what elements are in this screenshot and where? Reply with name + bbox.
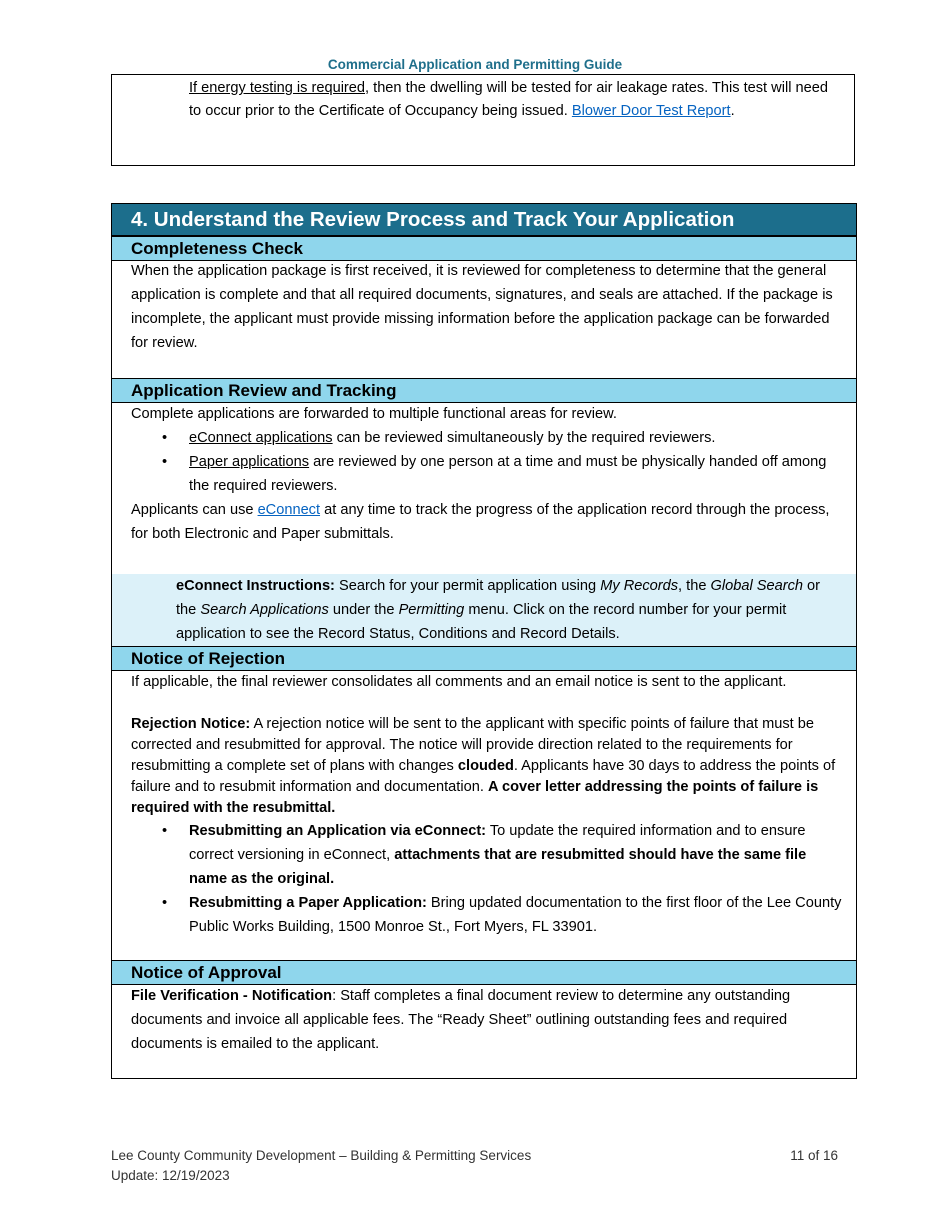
file-verification-label: File Verification - Notification: [131, 988, 333, 1004]
search-applications-term: Search Applications: [200, 602, 329, 618]
list-item: [131, 891, 846, 939]
notice-of-approval-heading: Notice of Approval: [112, 960, 856, 985]
my-records-term: My Records: [600, 578, 679, 594]
tracking-text-pre: Applicants can use: [131, 502, 258, 518]
footer-update-date: Update: 12/19/2023: [111, 1168, 230, 1183]
bullet-text: To update the required information and to ensure correct versioning in eConnect,: [189, 823, 806, 863]
tracking-paragraph: [131, 498, 846, 546]
approval-text: : Staff completes a final document review to determine any outstanding documents and invoice all applicable fees. The “Ready Sheet” outlining outstanding fees and required documents is emailed to the applicant.: [131, 988, 791, 1052]
econnect-link[interactable]: eConnect: [257, 502, 321, 518]
resubmit-bullet-list: [131, 819, 846, 939]
notice-of-rejection-content: [131, 670, 846, 939]
econnect-instructions-label: eConnect Instructions:: [176, 578, 335, 594]
same-file-name-note: attachments that are resubmitted should have the same file name as the original.: [189, 847, 807, 887]
econnect-applications-label: eConnect applications: [189, 430, 333, 446]
completeness-check-paragraph: When the application package is first received, it is reviewed for completeness to determine that the general application is complete and that all required documents, signatures, and seals are attached. If the package is incomplete, the applicant must provide missing information before the application package can be forwarded for review.: [131, 263, 833, 351]
rejection-notice-label: Rejection Notice:: [131, 716, 251, 732]
resubmit-econnect-label: Resubmitting an Application via eConnect:: [189, 823, 487, 839]
page-number: 11 of 16: [790, 1148, 838, 1163]
energy-testing-end: .: [730, 102, 735, 119]
list-item: [131, 426, 846, 450]
global-search-term: Global Search: [710, 578, 803, 594]
list-item: [131, 819, 846, 891]
completeness-check-heading: Completeness Check: [112, 236, 856, 261]
cover-letter-requirement: A cover letter addressing the points of failure is required with the resubmittal.: [131, 779, 819, 816]
bullet-text: are reviewed by one person at a time and must be physically handed off among the required reviewers.: [189, 454, 827, 494]
rejection-text: . Applicants have 30 days to address the points of failure and to resubmit information and documentation.: [131, 758, 836, 795]
instr-text: menu. Click on the record number for your permit application to see the Record Status, Conditions and Record Details.: [176, 602, 787, 642]
rejection-intro: If applicable, the final reviewer consolidates all comments and an email notice is sent to the applicant.: [131, 674, 787, 690]
section-title: 4. Understand the Review Process and Track Your Application: [112, 204, 856, 236]
application-review-content: [131, 402, 846, 546]
footer-organization: Lee County Community Development – Building & Permitting Services: [111, 1148, 532, 1163]
rejection-text: A rejection notice will be sent to the applicant with specific points of failure that must be corrected and resubmitted for approval. The notice will provide direction related to the requirements for resubmitting a complete set of plans with changes: [131, 716, 814, 774]
bullet-text: can be reviewed simultaneously by the required reviewers.: [332, 430, 716, 446]
blower-door-test-report-link[interactable]: Blower Door Test Report: [571, 102, 731, 119]
bullet-text: Bring updated documentation to the first floor of the Lee County Public Works Building, 1500 Monroe St., Fort Myers, FL 33901.: [189, 895, 842, 935]
review-process-section: [111, 203, 857, 1079]
instr-text: under the: [328, 602, 399, 618]
tracking-text-post: at any time to track the progress of the application record through the process, for both Electronic and Paper submittals.: [131, 502, 830, 542]
instr-text: Search for your permit application using: [334, 578, 601, 594]
review-intro: Complete applications are forwarded to multiple functional areas for review.: [131, 406, 617, 422]
page-header-title: Commercial Application and Permitting Guide: [327, 57, 623, 72]
page-footer: [111, 1146, 838, 1186]
clouded-term: clouded: [457, 758, 514, 774]
instr-text: , the: [678, 578, 711, 594]
energy-testing-paragraph: [189, 77, 829, 122]
econnect-instructions-box: [112, 574, 856, 646]
completeness-check-text: [131, 259, 846, 355]
energy-testing-text: , then the dwelling will be tested for air leakage rates. This test will need to occur prior to the Certificate of Occupancy being issued.: [189, 80, 828, 119]
energy-testing-lead: If energy testing is required: [189, 80, 366, 96]
notice-of-rejection-heading: Notice of Rejection: [112, 646, 856, 671]
paper-applications-label: Paper applications: [189, 454, 310, 470]
approval-paragraph: [131, 984, 846, 1056]
notice-of-approval-content: [131, 984, 846, 1056]
econnect-instructions-text: [176, 574, 840, 646]
application-review-heading: Application Review and Tracking: [112, 378, 856, 403]
energy-testing-box: [111, 74, 855, 166]
resubmit-paper-label: Resubmitting a Paper Application:: [189, 895, 427, 911]
review-bullet-list: [131, 426, 846, 498]
instr-text: or the: [176, 578, 821, 618]
rejection-notice-paragraph: [131, 714, 846, 819]
permitting-term: Permitting: [398, 602, 465, 618]
list-item: [131, 450, 846, 498]
